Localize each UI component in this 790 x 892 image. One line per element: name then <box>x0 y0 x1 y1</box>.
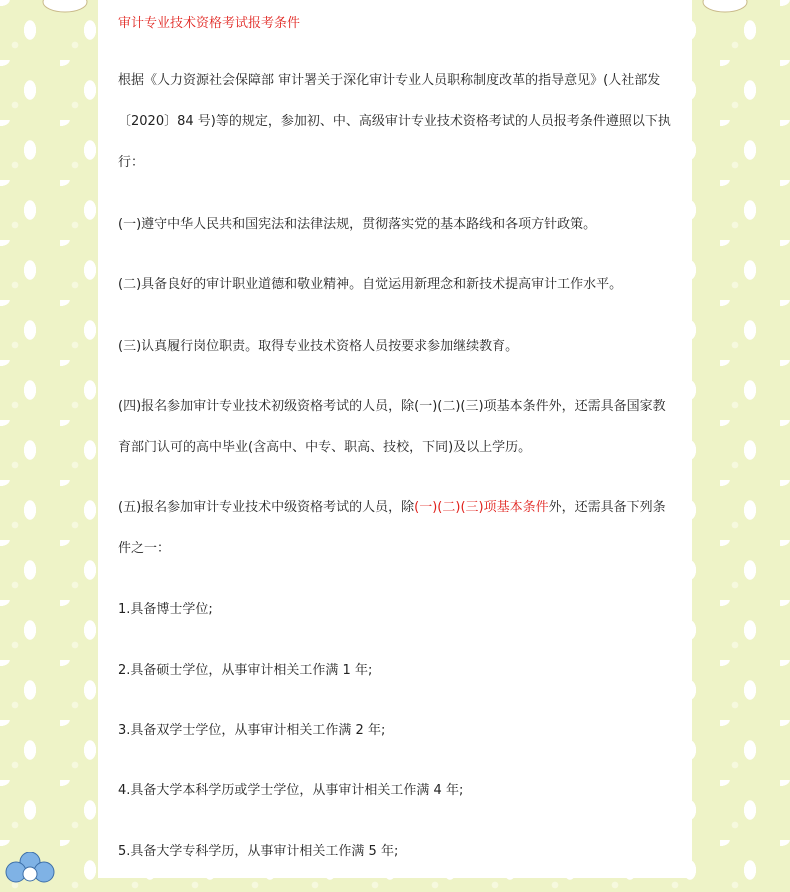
flower-decoration-icon <box>0 852 60 892</box>
condition-paragraph-1: (一)遵守中华人民共和国宪法和法律法规，贯彻落实党的基本路线和各项方针政策。 <box>118 217 597 232</box>
condition-paragraph-3: (三)认真履行岗位职责。取得专业技术资格人员按要求参加继续教育。 <box>118 339 519 354</box>
article-content <box>98 0 692 878</box>
list-item-1: 1.具备博士学位; <box>118 602 213 617</box>
list-item-5: 5.具备大学专科学历，从事审计相关工作满 5 年; <box>118 844 399 859</box>
condition-5-suffix: 外，还需具备下列条件之一： <box>118 500 666 556</box>
leaf-decoration-icon <box>700 0 750 14</box>
condition-5-prefix: (五)报名参加审计专业技术中级资格考试的人员，除 <box>118 500 415 515</box>
list-item-3: 3.具备双学士学位，从事审计相关工作满 2 年; <box>118 723 386 738</box>
condition-5-highlight: (一)(二)(三)项基本条件 <box>414 500 549 515</box>
condition-paragraph-2: (二)具备良好的审计职业道德和敬业精神。自觉运用新理念和新技术提高审计工作水平。 <box>118 277 623 292</box>
intro-paragraph: 根据《人力资源社会保障部 审计署关于深化审计专业人员职称制度改革的指导意见》(人社部发〔2020〕84 号)等的规定，参加初、中、高级审计专业技术资格考试的人员报考条件遵照以下执行： <box>118 73 671 170</box>
list-item-4: 4.具备大学本科学历或学士学位，从事审计相关工作满 4 年; <box>118 783 464 798</box>
leaf-decoration-icon <box>40 0 90 14</box>
article-title: 审计专业技术资格考试报考条件 <box>118 16 301 31</box>
condition-paragraph-5 <box>118 487 674 569</box>
list-item-2: 2.具备硕士学位，从事审计相关工作满 1 年; <box>118 663 373 678</box>
condition-paragraph-4: (四)报名参加审计专业技术初级资格考试的人员，除(一)(二)(三)项基本条件外，还需具备国家教育部门认可的高中毕业(含高中、中专、职高、技校，下同)及以上学历。 <box>118 399 666 455</box>
